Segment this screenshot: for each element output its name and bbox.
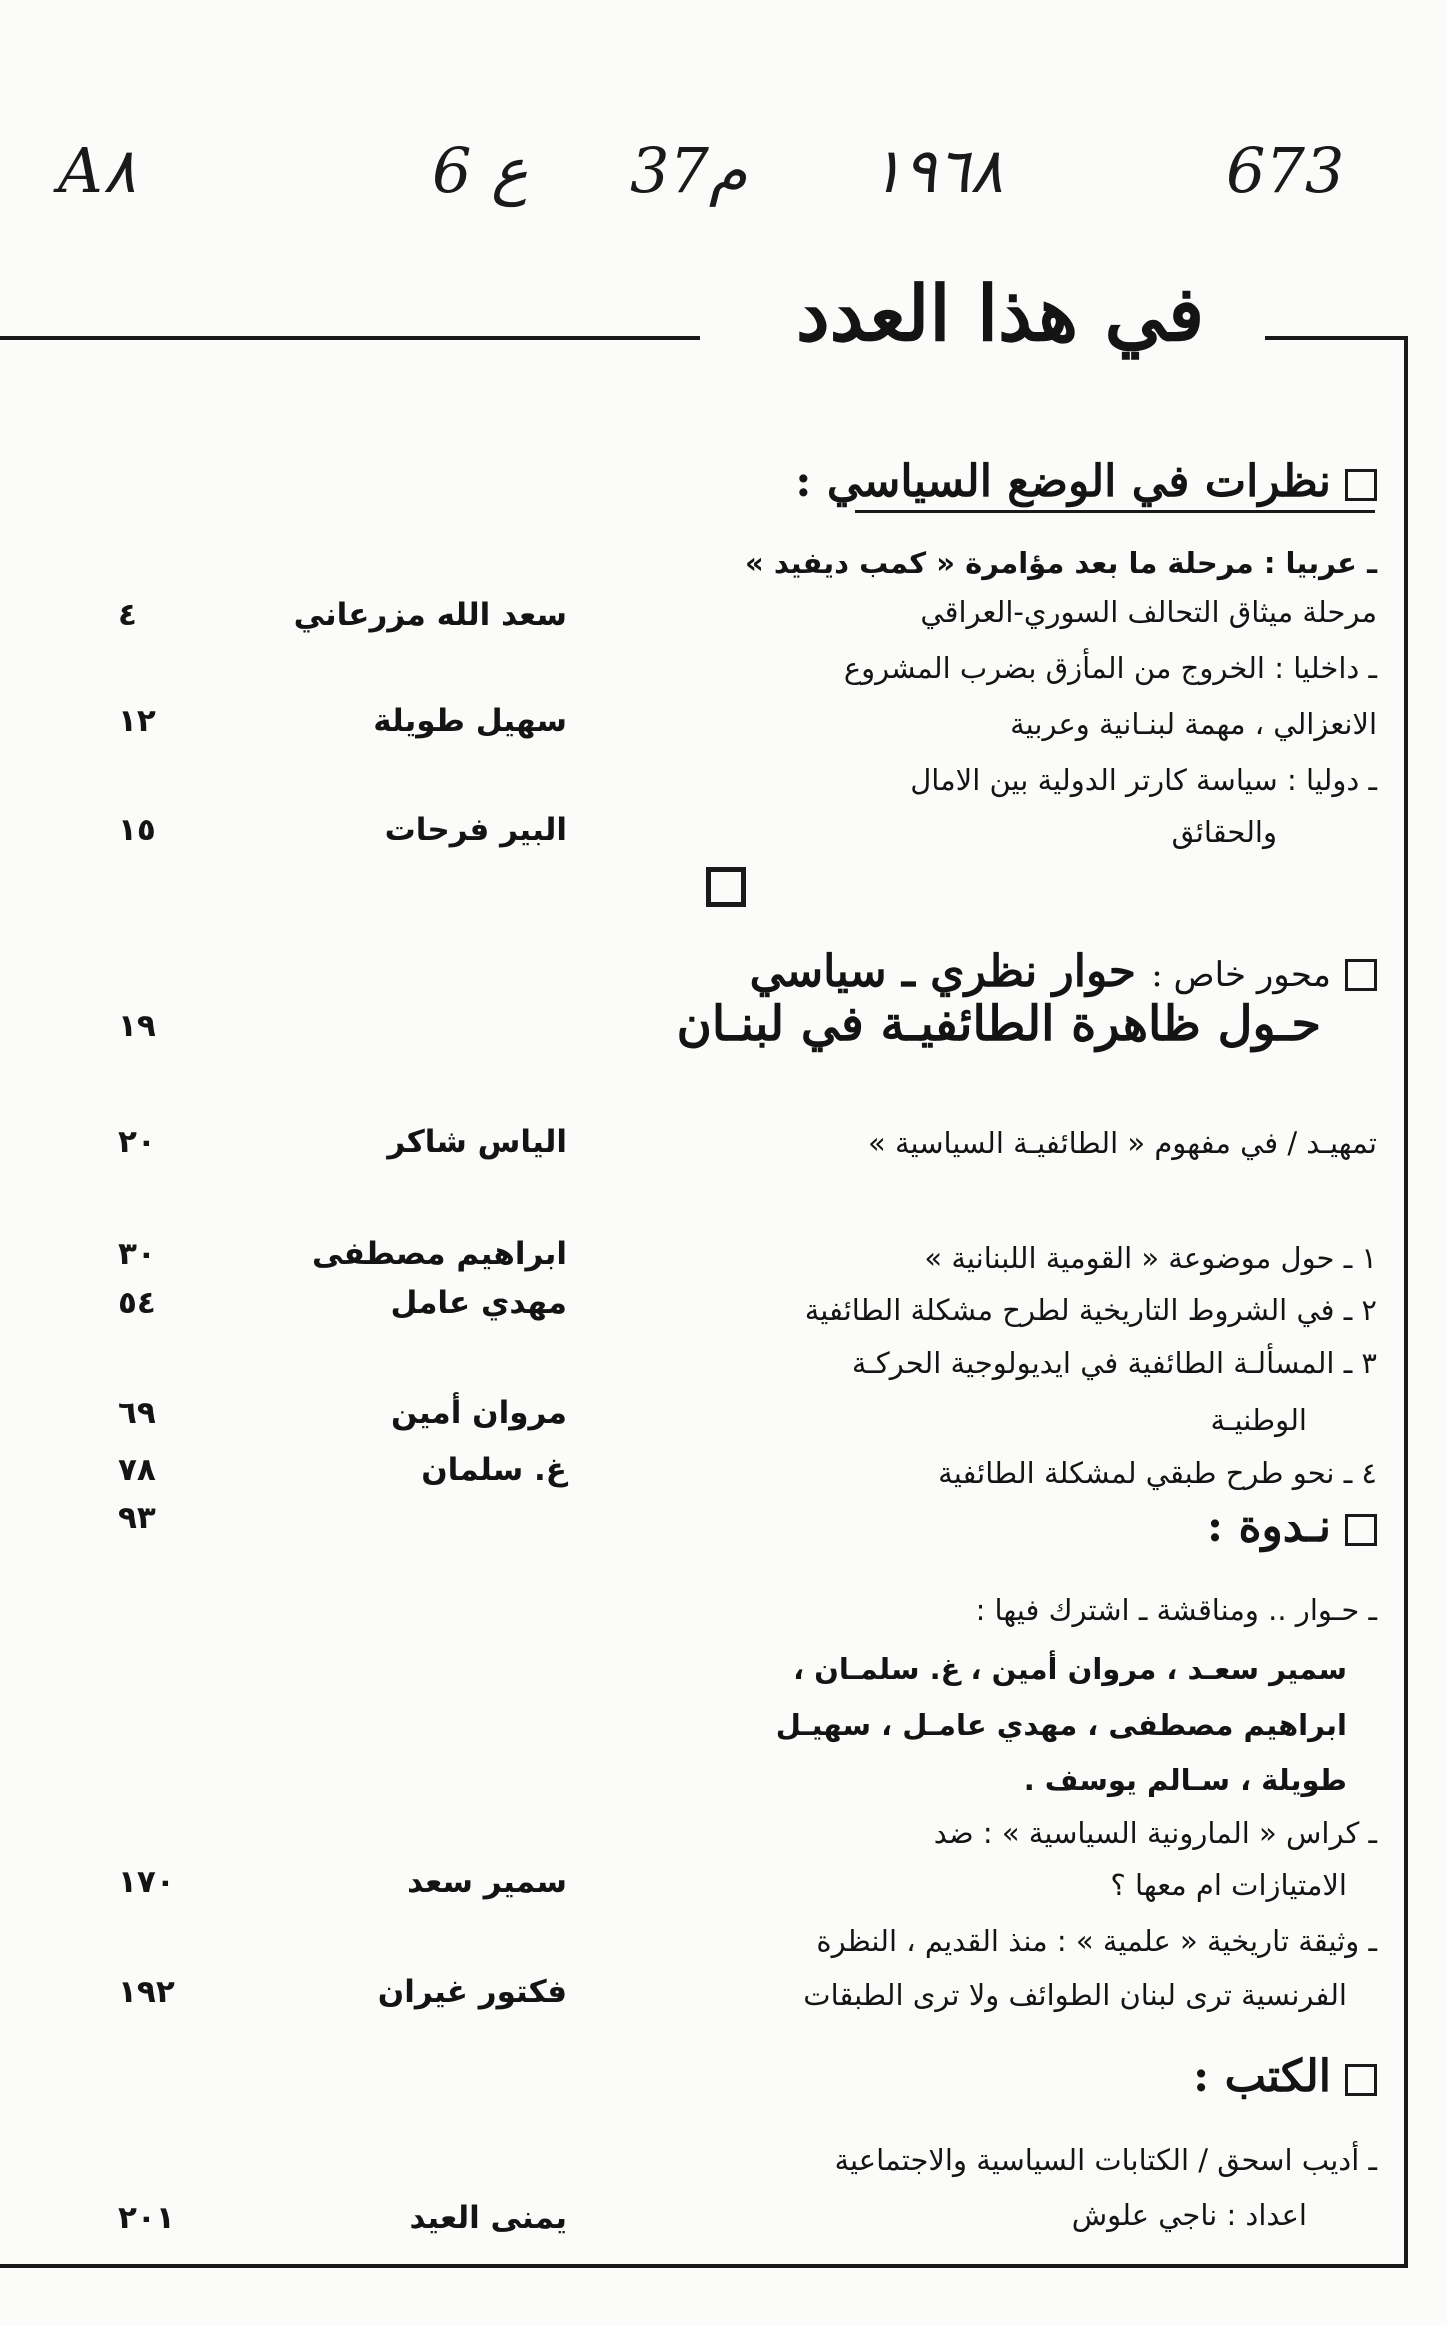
desc-line: الامتيازات ام معها ؟ — [1110, 1868, 1347, 1902]
section-heading-mehwar: محور خاص : حوار نظري ـ سياسي — [750, 948, 1377, 996]
desc-line: ـ عربيا : مرحلة ما بعد مؤامرة « كمب ديفيد » — [744, 546, 1377, 580]
handwritten-code: A٨ — [58, 134, 137, 207]
author-name: الياس شاكر — [387, 1124, 567, 1160]
mehwar-title-line2: حـول ظاهرة الطائفيـة في لبنـان — [676, 996, 1321, 1052]
desc-line: ـ دوليا : سياسة كارتر الدولية بين الامال — [910, 763, 1377, 797]
author-name: ابراهيم مصطفى — [311, 1236, 567, 1272]
handwritten-number: 673 — [1226, 134, 1345, 207]
desc-line: ١ ـ حول موضوعة « القومية اللبنانية » — [924, 1241, 1377, 1275]
page-number: ٦٩ — [118, 1395, 156, 1431]
desc-line: اعداد : ناجي علوش — [1071, 2198, 1307, 2232]
page-title: في هذا العدد — [795, 269, 1205, 358]
desc-line: ـ داخليا : الخروج من المأزق بضرب المشروع — [843, 651, 1377, 685]
page-number: ٢٠ — [118, 1124, 156, 1160]
desc-line: ـ وثيقة تاريخية « علمية » : منذ القديم ، النظرة — [816, 1924, 1377, 1958]
page-number: ٣٠ — [118, 1236, 156, 1272]
handwritten-serial: 37م — [630, 134, 748, 207]
author-name: سهيل طويلة — [373, 703, 567, 739]
checkbox-icon — [1345, 959, 1377, 991]
author-name: غ. سلمان — [421, 1452, 567, 1488]
desc-line: والحقائق — [1171, 815, 1277, 849]
desc-line: ـ أديب اسحق / الكتابات السياسية والاجتماعية — [834, 2143, 1377, 2177]
checkbox-icon — [1345, 469, 1377, 501]
desc-line: ـ كراس « المارونية السياسية » : ضد — [933, 1816, 1377, 1850]
desc-line: الانعزالي ، مهمة لبنـانية وعربية — [1010, 707, 1377, 741]
page-number: ٢٠١ — [118, 2200, 175, 2236]
desc-line: ٣ ـ المسألـة الطائفية في ايديولوجية الحركـة — [851, 1346, 1377, 1380]
desc-line: ٢ ـ في الشروط التاريخية لطرح مشكلة الطائفية — [804, 1293, 1377, 1327]
desc-line: الفرنسية ترى لبنان الطوائف ولا ترى الطبقات — [803, 1978, 1347, 2012]
checkbox-icon — [706, 867, 746, 907]
desc-line: سمير سعـد ، مروان أمين ، غ. سلمـان ، — [793, 1652, 1347, 1686]
author-name: فكتور غيران — [377, 1974, 567, 2010]
heading-underline — [855, 510, 1375, 513]
checkbox-icon — [1345, 1514, 1377, 1546]
author-name: يمنى العيد — [409, 2200, 567, 2236]
desc-line: طويلة ، سـالم يوسف . — [1023, 1763, 1347, 1797]
author-name: مهدي عامل — [390, 1285, 567, 1321]
page-number: ١٥ — [118, 812, 156, 848]
desc-line: الوطنيـة — [1210, 1403, 1307, 1437]
desc-line: تمهيـد / في مفهوم « الطائفيـة السياسية » — [867, 1126, 1377, 1160]
desc-line: مرحلة ميثاق التحالف السوري-العراقي — [920, 595, 1377, 629]
author-name: مروان أمين — [391, 1395, 567, 1431]
page-number: ٥٤ — [118, 1285, 156, 1321]
page-number: ٩٣ — [118, 1500, 156, 1536]
section-heading-nadwa: نـدوة : — [1207, 1505, 1377, 1549]
section-heading-political: نظرات في الوضع السياسي : — [795, 460, 1377, 504]
page-number: ١٢ — [118, 703, 156, 739]
checkbox-icon — [1345, 2064, 1377, 2096]
author-name: سمير سعد — [407, 1864, 567, 1900]
page-number: ٧٨ — [118, 1452, 156, 1488]
handwritten-issue: 6 ع — [432, 134, 529, 207]
author-name: البير فرحات — [384, 812, 567, 848]
page-number: ١٩٢ — [118, 1974, 175, 2010]
handwritten-year: ١٩٦٨ — [870, 134, 1004, 207]
page-number: ١٧٠ — [118, 1864, 175, 1900]
desc-line: ـ حـوار .. ومناقشة ـ اشترك فيها : — [975, 1593, 1377, 1627]
section-heading-books: الكتب : — [1193, 2055, 1377, 2099]
page-number: ١٩ — [118, 1008, 156, 1044]
author-name: سعد الله مزرعاني — [293, 597, 567, 633]
desc-line: ابراهيم مصطفى ، مهدي عامـل ، سهيـل — [775, 1708, 1347, 1742]
desc-line: ٤ ـ نحو طرح طبقي لمشكلة الطائفية — [938, 1456, 1377, 1490]
page-number: ٤ — [118, 597, 137, 633]
